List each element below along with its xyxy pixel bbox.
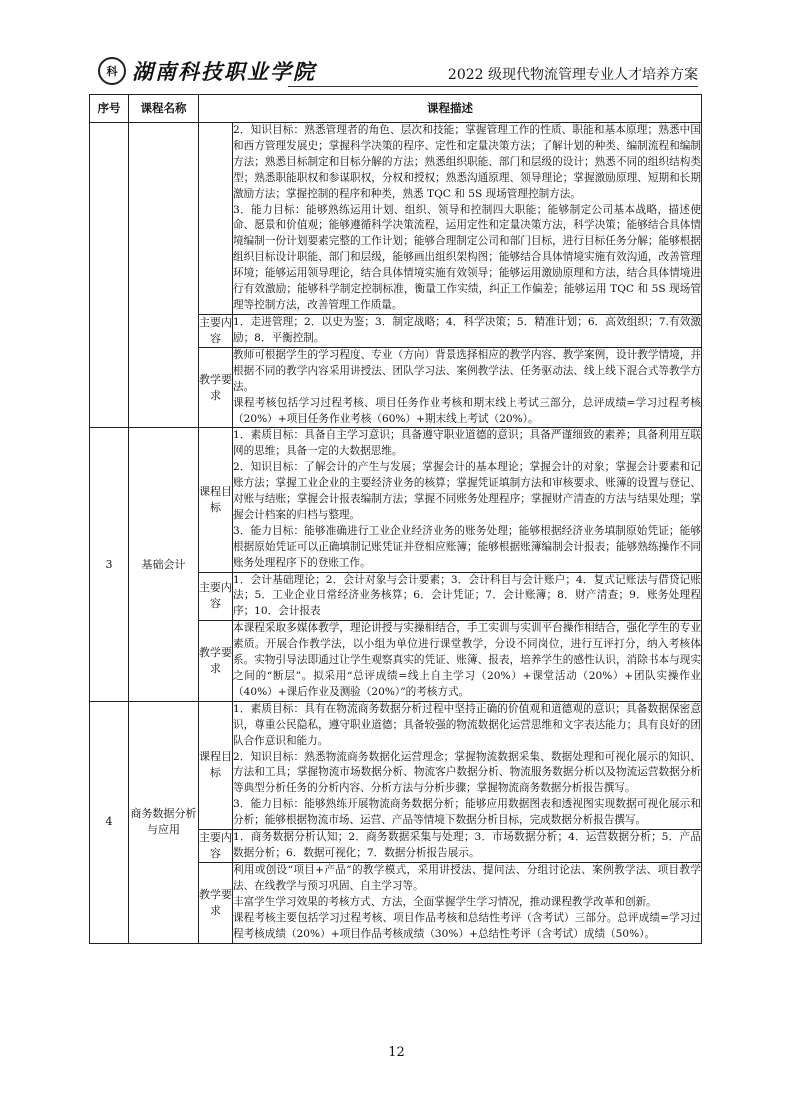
- course-content-text: 1．商务数据分析认知；2．商务数据采集与处理；3．市场数据分析；4．运营数据分析；5．产品数据分析；6．数据可视化；7．数据分析报告展示。: [233, 830, 702, 863]
- page-number: 12: [388, 1045, 405, 1060]
- course-name-empty: [129, 123, 199, 428]
- content-label: 主要内容: [199, 314, 233, 347]
- teaching-requirements-text: 教师可根据学生的学习程度、专业（方向）背景选择相应的教学内容、教学案例，设计教学情境，并根据不同的教学内容采用讲授法、团队学习法、案例教学法、任务驱动法、线上线下混合式等教学方法。 课程考核包括学习过程考核、项目任务作业考核和期末线上考试三部分，总评成绩=学习过程考核（20%）+项目任务作业考核（60%）+期末线上考试（20%）。: [233, 347, 702, 428]
- table-row: [90, 428, 702, 572]
- teaching-label: 教学要求: [199, 347, 233, 428]
- header-no: 序号: [90, 95, 129, 123]
- row-number: 3: [90, 428, 129, 701]
- course-content-text: 1．会计基础理论；2．会计对象与会计要素；3．会计科目与会计账户；4．复式记账法与借贷记账法；5．工业企业日常经济业务核算；6．会计凭证；7．会计账簿；8．财产清查；9．账务处理程序；10．会计报表: [233, 572, 702, 621]
- teaching-label: 教学要求: [199, 863, 233, 944]
- teaching-requirements-text: 本课程采取多媒体教学，理论讲授与实操相结合，手工实训与实训平台操作相结合，强化学生的专业素质。开展合作教学法，以小组为单位进行课堂教学，分设不同岗位，进行互评打分，纳入考核体系。实物引导法即通过让学生观察真实的凭证、账簿、报表，培养学生的感性认识，消除书本与现实之间的“断层”。拟采用“总评成绩=线上自主学习（20%）+课堂活动（20%）+团队实操作业（40%）+课后作业及测验（20%）”的考核方式。: [233, 621, 702, 702]
- goal-label: 课程目标: [199, 701, 233, 829]
- table-header-row: [90, 95, 702, 123]
- header-divider: [288, 86, 698, 87]
- course-table: [89, 94, 702, 944]
- school-name: 湖南科技职业学院: [132, 59, 316, 84]
- content-label: 主要内容: [199, 572, 233, 621]
- header-course-name: 课程名称: [129, 95, 199, 123]
- course-goal-text: 1．素质目标：具备自主学习意识；具备遵守职业道德的意识；具备严谨细致的素养；具备利用互联网的思维；具备一定的大数据思维。 2．知识目标：了解会计的产生与发展；掌握会计的基本理论；掌握会计的对象；掌握会计要素和记账方法；掌握工业企业的主要经济业务的核算；掌握凭证填制方法和审核要求、账簿的设置与登记、对账与结账；掌握会计报表编制方法；掌握不同账务处理程序；掌握财产清查的方法与结果处理；掌握会计档案的归档与整理。 3．能力目标：能够准确进行工业企业经济业务的账务处理；能够根据经济业务填制原始凭证；能够根据原始凭证可以正确填制记账凭证并登相应账簿；能够根据账簿编制会计报表；能够熟练操作不同账务处理程序下的登账工作。: [233, 428, 702, 572]
- goal-label: 课程目标: [199, 428, 233, 572]
- page-header: [98, 56, 698, 90]
- course-name: 商务数据分析与应用: [129, 701, 199, 943]
- goal-label-empty: [199, 123, 233, 315]
- course-name: 基础会计: [129, 428, 199, 701]
- content-label: 主要内容: [199, 830, 233, 863]
- table-row: [90, 123, 702, 315]
- school-logo: [98, 56, 316, 86]
- course-content-text: 1．走进管理；2．以史为鉴；3．制定战略；4．科学决策；5．精准计划；6．高效组织；7.有效激励；8．平衡控制。: [233, 314, 702, 347]
- course-goal-text: 1．素质目标：具有在物流商务数据分析过程中坚持正确的价值观和道德观的意识；具备数据保密意识，尊重公民隐私，遵守职业道德；具备较强的物流数据化运营思维和文字表达能力；具有良好的团队合作意识和能力。 2．知识目标：熟悉物流商务数据化运营理念；掌握物流数据采集、数据处理和可视化展示的知识、方法和工具；掌握物流市场数据分析、物流客户数据分析、物流服务数据分析以及物流运营数据分析等典型分析任务的分析内容、分析方法与分析步骤；掌握物流商务数据分析报告撰写。 3．能力目标：能够熟练开展物流商务数据分析；能够应用数据图表和透视图实现数据可视化展示和分析；能够根据物流市场、运营、产品等情境下数据分析目标，完成数据分析报告撰写。: [233, 701, 702, 829]
- teaching-requirements-text: 利用或创设“项目+产品”的教学模式，采用讲授法、提问法、分组讨论法、案例教学法、项目教学法、在线教学与预习巩固、自主学习等。 丰富学生学习效果的考核方式、方法，全面掌握学生学习情况，推动课程教学改革和创新。 课程考核主要包括学习过程考核、项目作品考核和总结性考评（含考试）三部分。总评成绩=学习过程考核成绩（20%）+项目作品考核成绩（30%）+总结性考评（含考试）成绩（50%）。: [233, 863, 702, 944]
- header-course-desc: 课程描述: [199, 95, 702, 123]
- document-title: 2022 级现代物流管理专业人才培养方案: [447, 67, 698, 83]
- course-goal-text: 2．知识目标：熟悉管理者的角色、层次和技能；掌握管理工作的性质、职能和基本原理；熟悉中国和西方管理发展史；掌握科学决策的程序、定性和定量决策方法；了解计划的种类、编制流程和编制方法；熟悉目标制定和目标分解的方法；熟悉组织职能、部门和层级的设计；熟悉不同的组织结构类型；熟悉职能职权和参谋职权，分权和授权；熟悉沟通原理、领导理论；掌握激励原理、短期和长期激励方法；掌握控制的程序和种类，熟悉 TQC 和 5S 现场管理控制方法。 3．能力目标：能够熟练运用计划、组织、领导和控制四大职能；能够制定公司基本战略，描述使命、愿景和价值观；能够遵循科学决策流程，运用定性和定量决策方法，科学决策；能够结合具体情境编制一份计划要素完整的工作计划；能够合理制定公司和部门目标，进行目标任务分解；能够根据组织目标设计职能、部门和层级，能够画出组织架构图；能够结合具体情境实施有效沟通，改善管理环境；能够运用领导理论，结合具体情境实施有效领导；能够运用激励原理和方法，结合具体情境进行有效激励；能够科学制定控制标准，衡量工作实绩，纠正工作偏差；能够运用 TQC 和 5S 现场管理等控制方法，改善管理工作质量。: [233, 123, 702, 315]
- school-seal-icon: 科: [98, 57, 126, 85]
- table-row: [90, 701, 702, 829]
- row-number-empty: [90, 123, 129, 428]
- teaching-label: 教学要求: [199, 621, 233, 702]
- row-number: 4: [90, 701, 129, 943]
